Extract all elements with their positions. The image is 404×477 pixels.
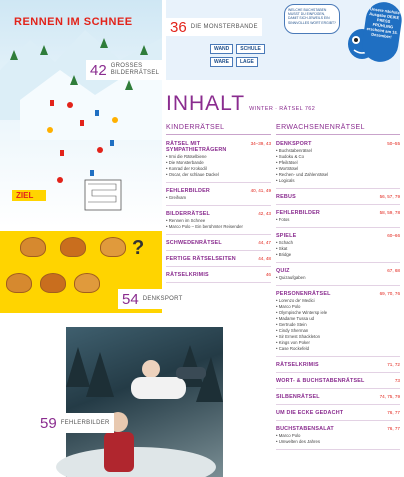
entry-subitems (276, 298, 400, 352)
entry-subitems (276, 275, 400, 281)
entry-title: SPIELE (276, 233, 297, 239)
entry-subitems (166, 195, 271, 201)
entry-pages: 76, 77 (387, 426, 400, 431)
word-block: WAND (210, 44, 233, 54)
entry-subitem: • Lorenzo de' Medici (276, 298, 315, 303)
winter-puzzle-title: RENNEN IM SCHNEE (14, 16, 133, 28)
monster-puzzle-image (166, 0, 400, 80)
page-badge-label: DENKSPORT (142, 296, 183, 302)
page-badge-label: DIE MONSTERBANDE (190, 24, 258, 30)
word-blocks (210, 44, 290, 67)
erwachsene-heading: ERWACHSENENRÄTSEL (276, 124, 400, 135)
mask-illustration (74, 273, 100, 293)
entry-title: FEHLERBILDER (276, 210, 321, 216)
contents-entry[interactable] (276, 362, 400, 373)
entry-subitem: • Konrad der Krokodil (166, 166, 207, 171)
entry-subitem: • Buchstabenrätsel (276, 148, 312, 153)
mask-illustration (6, 273, 32, 293)
entry-subitem: • Greifvam (166, 195, 187, 200)
contents-entry[interactable] (166, 256, 271, 267)
entry-subitems (166, 218, 271, 230)
entry-subitem: • Marco Polo (276, 304, 301, 309)
entry-pages: 50–55 (387, 141, 400, 146)
winter-puzzle-image (0, 0, 162, 227)
entry-subitem: • Die Monsterbande (166, 160, 204, 165)
entry-subitem: • Quizaufgaben (276, 275, 306, 280)
contents-entry[interactable] (276, 291, 400, 357)
ziel-banner-label: ZIEL (16, 191, 34, 200)
entry-subitems (166, 154, 271, 178)
mask-illustration (40, 273, 66, 293)
entry-pages: 46 (265, 272, 271, 277)
entry-title: RÄTSEL MIT SYMPATHIETRÄGERN (166, 141, 227, 153)
entry-pages: 44, 47 (258, 240, 271, 245)
contents-entry[interactable] (276, 210, 400, 228)
entry-pages: 56, 57, 79 (379, 194, 400, 199)
mask-illustration (20, 237, 46, 257)
entry-title: SCHWEDENRÄTSEL (166, 240, 222, 246)
entry-title: SILBENRÄTSEL (276, 394, 320, 400)
couple-photo-image (40, 327, 223, 477)
entry-pages: 40, 41, 49 (250, 188, 271, 193)
entry-pages: 42, 43 (258, 211, 271, 216)
page-number: 59 (40, 414, 57, 432)
masks-puzzle-image (0, 231, 183, 313)
entry-subitem: • Madame Tussa ud (276, 316, 315, 321)
contents-subtitle: WINTER · RÄTSEL 762 (249, 106, 316, 112)
photo-scene (66, 327, 223, 477)
page-badge-label: GROSSES BILDERRÄTSEL (110, 63, 160, 76)
contents-header (166, 92, 400, 116)
page-badge-36[interactable] (166, 18, 262, 36)
entry-subitem: • Olympische Wintersp iele (276, 310, 328, 315)
contents-entry[interactable] (276, 410, 400, 421)
entry-title: RÄTSELKRIMIS (166, 272, 209, 278)
erwachsene-column (276, 124, 400, 455)
entry-title: QUIZ (276, 268, 290, 274)
entry-subitem: • Pfeilrätsel (276, 160, 298, 165)
entry-subitem: • Case Rockefeld (276, 346, 310, 351)
instruction-bubble: WELCHE BUCHSTABEN MUSST DU EINFÜGEN, DAMIT SICH JEWEILS EIN SINNVOLLES WORT ERGIBT? (284, 4, 340, 34)
entry-subitem: • Sudoku & Co (276, 154, 305, 159)
page-badge-54[interactable] (118, 289, 187, 309)
entry-pages: 76, 77 (387, 410, 400, 415)
entry-subitems (276, 148, 400, 184)
entry-subitem: • Fotos (276, 217, 290, 222)
entry-subitem: • Marco Polo (276, 433, 301, 438)
contents-entry[interactable] (166, 188, 271, 206)
entry-title: FEHLERBILDER (166, 188, 211, 194)
page-badge-label: FEHLERBILDER (60, 420, 110, 426)
entry-title: DENKSPORT (276, 141, 312, 147)
entry-subitem: • Cindy Sherman (276, 328, 309, 333)
next-issue-stamp: Unsere nächste Ausgabe DEIKE PRESS FRÜHLING erscheint am 15. Dezember! (360, 0, 404, 64)
question-mark: ? (132, 237, 145, 259)
entry-subitems (276, 433, 400, 445)
entry-pages: 60–66 (387, 233, 400, 238)
entry-subitem: • Rechen- und Zahlenrätsel (276, 172, 329, 177)
entry-title: RÄTSELKRIMIS (276, 362, 319, 368)
kinder-heading: KINDERRÄTSEL (166, 124, 271, 135)
page-number: 36 (170, 18, 187, 36)
entry-subitem: • Gertrude Stein (276, 322, 307, 327)
entry-pages: 67, 68 (387, 268, 400, 273)
entry-title: REBUS (276, 194, 296, 200)
entry-subitems (276, 217, 400, 223)
entry-subitem: • Bridge (276, 252, 292, 257)
entry-subitem: • Sir Ernest Shackleton (276, 334, 321, 339)
contents-entry[interactable] (166, 272, 271, 283)
erwachsene-section-list (276, 141, 400, 450)
entry-pages: 71, 72 (387, 362, 400, 367)
entry-pages: 73 (394, 378, 400, 383)
entry-title: FERTIGE RÄTSELSEITEN (166, 256, 236, 262)
contents-entry[interactable] (276, 378, 400, 389)
entry-subitem: • Rennen im Schnee (166, 218, 206, 223)
mask-illustration (60, 237, 86, 257)
contents-entry[interactable] (166, 141, 271, 183)
entry-subitem: • Worträtsel (276, 166, 299, 171)
entry-pages: 58, 59, 78 (379, 210, 400, 215)
entry-subitem: • Schach (276, 240, 294, 245)
entry-subitem: • Marco Polo – Ein berühmter Reisender (166, 224, 243, 229)
word-block: LAGE (236, 57, 258, 67)
entry-pages: 44, 48 (258, 256, 271, 261)
page-number: 42 (90, 61, 107, 79)
entry-pages: 74, 75, 79 (379, 394, 400, 399)
entry-pages: 34–39, 43 (250, 141, 271, 146)
contents-entry[interactable] (276, 426, 400, 450)
contents-entry[interactable] (276, 268, 400, 286)
entry-title: BILDERRÄTSEL (166, 211, 211, 217)
mask-illustration (100, 237, 126, 257)
contents-entry[interactable] (166, 240, 271, 251)
contents-entry[interactable] (276, 194, 400, 205)
entry-subitem: • Oscar, der schlaue Dackel (166, 172, 219, 177)
entry-title: BUCHSTABENSALAT (276, 426, 334, 432)
kinder-section-list (166, 141, 271, 283)
page-badge-42[interactable] (86, 60, 163, 80)
entry-subitem: • Irmi die Rätselbiene (166, 154, 207, 159)
contents-title: INHALT (166, 92, 246, 115)
entry-subitem: • Logicals (276, 178, 295, 183)
kinder-column (166, 124, 271, 288)
entry-subitem: • Umwelten des Jahres (276, 439, 321, 444)
entry-subitems (276, 240, 400, 258)
entry-title: PERSONENRÄTSEL (276, 291, 331, 297)
contents-entry[interactable] (276, 394, 400, 405)
contents-entry[interactable] (276, 141, 400, 189)
word-block: WARE (210, 57, 233, 67)
entry-subitem: • Skat (276, 246, 288, 251)
entry-title: UM DIE ECKE GEDACHT (276, 410, 344, 416)
entry-subitem: • Kings von Poker (276, 340, 310, 345)
entry-pages: 69, 70, 76 (379, 291, 400, 296)
contents-entry[interactable] (166, 211, 271, 235)
entry-title: WORT- & BUCHSTABENRÄTSEL (276, 378, 365, 384)
word-block: SCHULE (236, 44, 265, 54)
contents-entry[interactable] (276, 233, 400, 263)
page-badge-59[interactable] (36, 413, 114, 433)
page-number: 54 (122, 290, 139, 308)
